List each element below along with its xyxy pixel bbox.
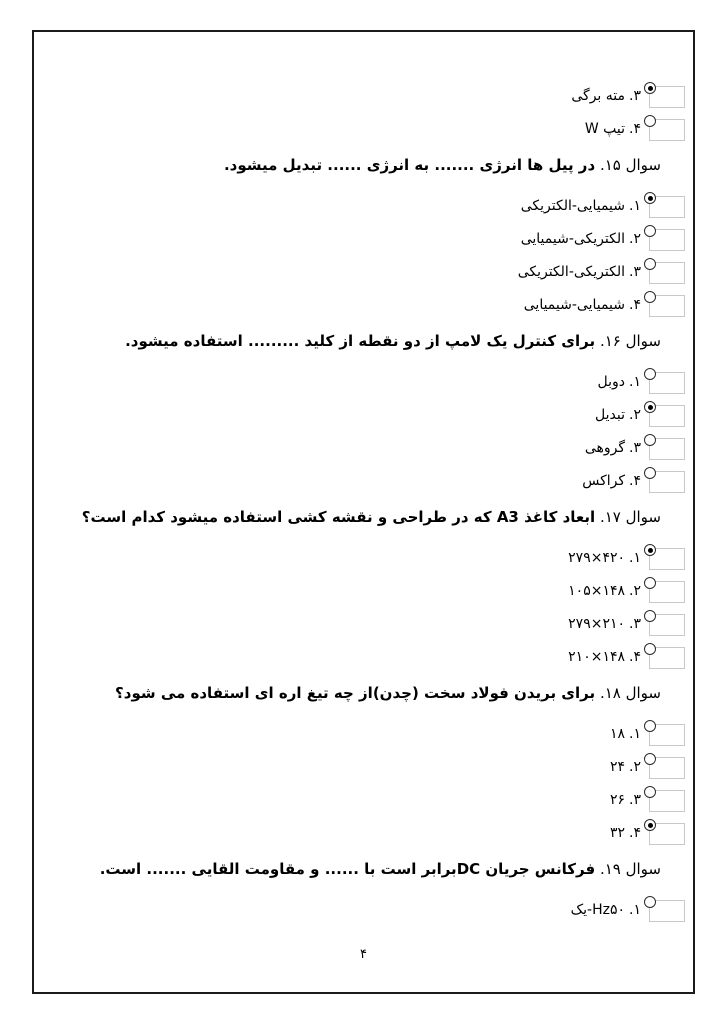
exam-content (34, 32, 693, 929)
option-row[interactable] (74, 544, 685, 577)
option-text: ۲۷۹×۲۱۰ (568, 616, 626, 632)
radio-circle-icon[interactable] (644, 192, 656, 204)
option-number: ۳. (629, 440, 641, 456)
option-text: گروهی (584, 440, 626, 456)
radio-circle-icon[interactable] (644, 896, 656, 908)
question-block (74, 506, 685, 676)
question-text: برای بریدن فولاد سخت (چدن)از چه تیغ اره ای استفاده می شود؟ (115, 684, 596, 702)
radio-circle-icon[interactable] (644, 115, 656, 127)
radio-button[interactable] (649, 548, 685, 570)
radio-button[interactable] (649, 372, 685, 394)
option-label (521, 225, 641, 249)
question-block (74, 682, 685, 852)
option-number: ۴. (629, 649, 641, 665)
question-block (74, 858, 685, 929)
option-row[interactable] (74, 643, 685, 676)
option-text: ۳۲ (609, 825, 626, 841)
option-text: ۱۸ (609, 726, 626, 742)
radio-button[interactable] (649, 790, 685, 812)
option-number: ۱. (629, 726, 641, 742)
option-text: الکتریکی-شیمیایی (520, 231, 626, 247)
option-row[interactable] (74, 82, 685, 115)
question-line (74, 154, 685, 176)
question-prefix: سوال ۱۷. (599, 508, 661, 526)
option-label (610, 720, 641, 744)
option-row[interactable] (74, 610, 685, 643)
radio-circle-icon[interactable] (644, 643, 656, 655)
radio-circle-icon[interactable] (644, 819, 656, 831)
radio-button[interactable] (649, 119, 685, 141)
radio-button[interactable] (649, 757, 685, 779)
option-row[interactable] (74, 786, 685, 819)
option-number: ۱. (629, 374, 641, 390)
question-block (74, 330, 685, 500)
option-label (610, 786, 641, 810)
option-label (610, 753, 641, 777)
option-row[interactable] (74, 467, 685, 500)
radio-button[interactable] (649, 262, 685, 284)
option-text: دوبل (597, 374, 626, 390)
option-row[interactable] (74, 368, 685, 401)
option-row[interactable] (74, 753, 685, 786)
option-label (585, 434, 641, 458)
option-row[interactable] (74, 896, 685, 929)
option-number: ۲. (629, 231, 641, 247)
option-label (568, 610, 641, 634)
option-number: ۴. (629, 473, 641, 489)
radio-circle-icon[interactable] (644, 753, 656, 765)
radio-button[interactable] (649, 724, 685, 746)
question-line (74, 682, 685, 704)
option-label (521, 192, 641, 216)
page-border-frame (32, 30, 695, 994)
option-text: تبدیل (595, 407, 626, 423)
option-text: مته برگی (571, 88, 626, 104)
option-number: ۲. (629, 583, 641, 599)
option-row[interactable] (74, 720, 685, 753)
radio-circle-icon[interactable] (644, 434, 656, 446)
radio-button[interactable] (649, 229, 685, 251)
radio-circle-icon[interactable] (644, 82, 656, 94)
question-text: فرکانس جریان DCبرابر است با ...... و مقاومت القایی ....... است. (99, 860, 596, 878)
question-prefix: سوال ۱۹. (599, 860, 661, 878)
option-label (568, 577, 641, 601)
radio-button[interactable] (649, 614, 685, 636)
radio-circle-icon[interactable] (644, 467, 656, 479)
option-row[interactable] (74, 225, 685, 258)
radio-circle-icon[interactable] (644, 401, 656, 413)
option-text: یک-Hz۵۰ (570, 902, 626, 918)
option-number: ۳. (629, 616, 641, 632)
question-line (74, 330, 685, 352)
option-label (524, 291, 641, 315)
option-label (568, 643, 641, 667)
option-label (568, 544, 641, 568)
option-text: ۱۰۵×۱۴۸ (568, 583, 626, 599)
question-prefix: سوال ۱۸. (599, 684, 661, 702)
radio-circle-icon[interactable] (644, 291, 656, 303)
option-number: ۳. (629, 264, 641, 280)
option-label (585, 115, 641, 139)
option-label (598, 368, 641, 392)
radio-circle-icon[interactable] (644, 720, 656, 732)
option-number: ۲. (629, 759, 641, 775)
radio-button[interactable] (649, 86, 685, 108)
option-text: کراکس (582, 473, 626, 489)
option-text: شیمیایی-الکتریکی (520, 198, 626, 214)
radio-circle-icon[interactable] (644, 544, 656, 556)
question-line (74, 506, 685, 528)
radio-button[interactable] (649, 900, 685, 922)
option-number: ۱. (629, 902, 641, 918)
option-row[interactable] (74, 192, 685, 225)
radio-circle-icon[interactable] (644, 610, 656, 622)
option-label (571, 896, 641, 920)
radio-circle-icon[interactable] (644, 225, 656, 237)
option-number: ۳. (629, 88, 641, 104)
question-text: برای کنترل یک لامپ از دو نقطه از کلید ......... استفاده میشود. (125, 332, 596, 350)
option-text: ۲۷۹×۴۲۰ (568, 550, 626, 566)
radio-button[interactable] (649, 581, 685, 603)
option-row[interactable] (74, 258, 685, 291)
radio-button[interactable] (649, 196, 685, 218)
question-prefix: سوال ۱۶. (599, 332, 661, 350)
question-prefix: سوال ۱۵. (599, 156, 661, 174)
question-text: ابعاد کاغذ A3 که در طراحی و نقشه کشی استفاده میشود کدام است؟ (81, 508, 596, 526)
radio-circle-icon[interactable] (644, 368, 656, 380)
radio-button[interactable] (649, 823, 685, 845)
option-text: الکتریکی-الکتریکی (517, 264, 626, 280)
option-label (518, 258, 641, 282)
option-row[interactable] (74, 434, 685, 467)
radio-button[interactable] (649, 647, 685, 669)
option-row[interactable] (74, 401, 685, 434)
radio-button[interactable] (649, 295, 685, 317)
option-number: ۱. (629, 198, 641, 214)
option-number: ۴. (629, 121, 641, 137)
option-row[interactable] (74, 291, 685, 324)
question-text: در پیل ها انرژی ....... به انرژی ...... تبدیل میشود. (223, 156, 596, 174)
option-number: ۱. (629, 550, 641, 566)
option-number: ۲. (629, 407, 641, 423)
option-label (582, 467, 641, 491)
option-text: شیمیایی-شیمیایی (523, 297, 626, 313)
option-number: ۳. (629, 792, 641, 808)
radio-circle-icon[interactable] (644, 258, 656, 270)
radio-button[interactable] (649, 405, 685, 427)
option-number: ۴. (629, 825, 641, 841)
question-block (74, 154, 685, 324)
option-number: ۴. (629, 297, 641, 313)
option-row[interactable] (74, 819, 685, 852)
question-line (74, 858, 685, 880)
option-text: ۲۱۰×۱۴۸ (568, 649, 626, 665)
option-label (610, 819, 641, 843)
radio-button[interactable] (649, 471, 685, 493)
option-text: تیپ W (584, 121, 626, 137)
option-text: ۲۶ (609, 792, 626, 808)
option-row[interactable] (74, 115, 685, 148)
option-label (571, 82, 641, 106)
option-text: ۲۴ (609, 759, 626, 775)
radio-button[interactable] (649, 438, 685, 460)
option-label (595, 401, 641, 425)
radio-circle-icon[interactable] (644, 786, 656, 798)
radio-circle-icon[interactable] (644, 577, 656, 589)
option-row[interactable] (74, 577, 685, 610)
page-number: ۴ (360, 947, 367, 962)
